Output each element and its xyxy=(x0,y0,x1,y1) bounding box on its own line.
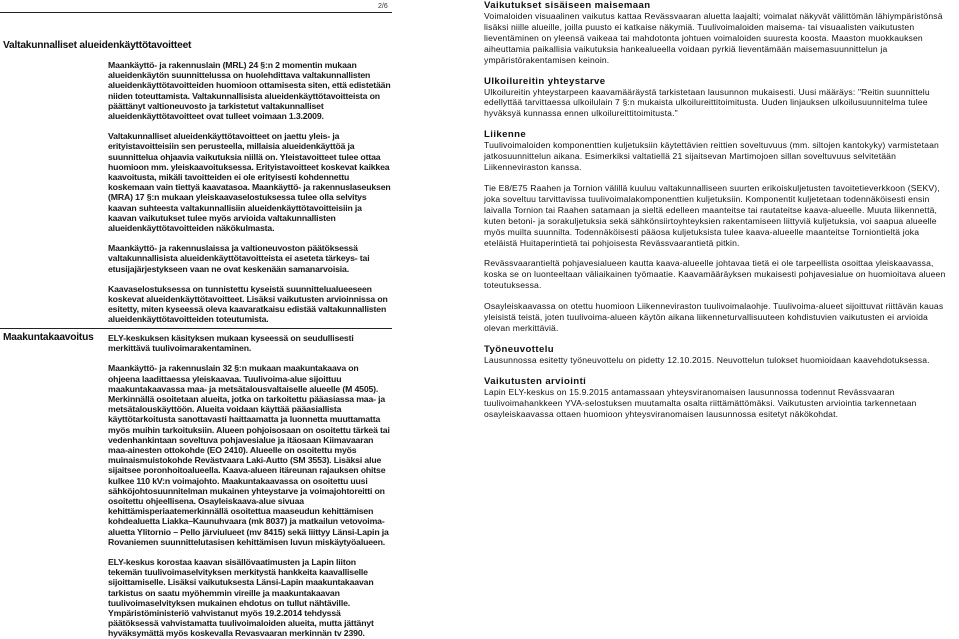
paragraph: Lapin ELY-keskus on 15.9.2015 antamassaan yhteysviranomaisen lausunnossa todennut Revässvaaran tuulivoimahankkeen YVA-selostuksen muutamalta osalta riittämättömäksi. Vaikutusten arviointia tarkennetaan osayleiskaavassa ottaen huomioon yhteysviranomaisen lausunnossa esitetyt näkökohdat. xyxy=(484,386,917,419)
paragraph: Ulkoilureitin yhteystarpeen kaavamääräystä tarkistetaan lausunnon mukaisesti. Uusi määräys: "Reitin suunnittelu edellyttää tarvittaessa ulkoilulain 7 §:n mukaista ulkoilureittitoimitusta. Uuden linjauksen ulkoilusuunnitelma tulee hyväksyä kunnassa ennen ulkoilureittitoimitusta." xyxy=(484,86,930,119)
paragraph: Maankäyttö- ja rakennuslaissa ja valtioneuvoston päätöksessä valtakunnallisista alueidenkäyttötavoitteista ei aseteta tärkeys- tai etusijajärjestykseen vaan ne ovat keskenään samanarvoisia. xyxy=(108,243,370,274)
paragraph: Tie E8/E75 Raahen ja Tornion välillä kuuluu valtakunnalliseen suurten erikoiskuljetusten tavoitetieverkkoon (SEKV), joka soveltuu tarvittavissa tuulivoimalakomponenttien kuljetuksiin. Komponentit kuljetetaan todennäköisesti ensin laivalla Tornion tai Raahen satamaan ja sieltä edelleen maanteitse tai rautateitse kaava-alueelle. Muuta liikennettä, kuten betoni- ja sorakuljetuksia sekä sähkönsiirtoyhteyksien rakentamiseen liittyviä kuljetuksia, voi saapua alueelle myös muilta suunnilta. Todennäköisesti pääosa kuljetuksista tulee kaava-alueelle maanteitse Torniontieltä joka eteläistä Huitaperintietä tai pohjoisesta Revässvaarantietä pitkin. xyxy=(484,182,940,248)
paragraph: Tuulivoimaloiden komponenttien kuljetuksiin käytettävien reittien soveltuvuus (mm. siltojen kantokyky) varmistetaan jatkosuunnittelun aikana. Esimerkiksi valtatiellä 21 sijaitsevan Martimojoen sillan soveltuvuus selvitetään Liikenneviraston kanssa. xyxy=(484,140,939,173)
section-divider xyxy=(0,328,392,329)
heading-vaikutusten-arviointi: Vaikutusten arviointi xyxy=(484,375,587,387)
paragraph: Voimaloiden visuaalinen vaikutus kattaa Revässvaaran aluetta laajalti; voimalat näkyvät välittömän lähiympäristönsä lisäksi niille alueille, joilla puusto ei katkaise näkymiä. Tuulivoimaloiden maisema- tai visuaalisten vaikutusten lieventäminen on yleensä vaikeaa tai mahdotonta johtuen voimaloiden suuresta koosta. Maaston muokkauksen aiheuttamia paikallisia vaikutuksia hankealueella voidaan pyrkiä lieventämään maisemasuunnittelun ja ympäristörakentamisen keinoin. xyxy=(484,11,943,65)
scanned-statement-page xyxy=(0,0,408,639)
heading-ulkoilureitti: Ulkoilureitin yhteystarve xyxy=(484,75,606,87)
paragraph: Maankäyttö- ja rakennuslain 32 §:n mukaan maakuntakaava on ohjeena laadittaessa yleiskaavaa. Tuulivoima-alue sijoittuu maakuntakaavassa maa- ja metsätalousvaltaiselle alueelle (M 4505). Merkinnällä osoitetaan alueita, jotka on tarkoitettu pääasiassa maa- ja metsätalouskäyttöön. Alueita voidaan käyttää pääasiallista käyttötarkoitusta sanottavasti haittaamatta ja luonnetta muuttamatta myös muihin tarkoituksiin. Alueen pohjoisosaan on osoitettu tärkeä tai vedenhankintaan soveltuva pohjavesialue ja itäosaan Kiimavaaran maa-ainesten ottokohde (EO 2410). Alueelle on osoitettu myös muinaismuistokohde Revästvaara Laki-Autto (SM 3553). Lisäksi alue sijaitsee poronhoitoalueella. Kaava-alueen itäreunan rajauksen ohitse kulkee 110 kV:n voimajohto. Maakuntakaavassa on osoitettu uusi sähköjohtosuunnitelman mukainen yhteystarve ja voimajohtoreitti on osoitettu ohjeellisena. Osayleiskaava-alue sivuaa kehittämisperiaatemerkinnällä osoitettua maaseudun kehittämisen kohdealuetta Liakka–Kaunuhvaara (mk 8037) ja matkailun vetovoima-aluetta Ylitornio – Pello järviulueet (mv 8415) sekä liittyy Länsi-Lapin ja Rovaniemen suunnittelutasisen kehittämisen luvun miskäytyöalueen. xyxy=(108,363,390,547)
paragraph: Lausunnossa esitetty työneuvottelu on pidetty 12.10.2015. Neuvottelun tulokset huomioidaan kaavehdotuksessa. xyxy=(484,354,930,365)
heading-sisainen-maisema: Vaikutukset sisäiseen maisemaan xyxy=(484,0,651,11)
paragraph: Valtakunnalliset alueidenkäyttötavoitteet on jaettu yleis- ja erityistavoitteisiin sen perusteella, millaisia alueidenkäyttöä ja suunnittelua ohjaavia vaikutuksia niillä on. Yleistavoitteet tulee ottaa huomioon mm. yleiskaavoituksessa. Erityistavoitteet koskevat kaikkea kaavoitusta, mikäli tavoitteiden ei ole erityisesti kohdennettu koskemaan vain tiettyä kaavatasoa. Maankäyttö- ja rakennuslaseuksen (MRA) 17 §:n mukaan yleiskaavaselostuksessa tulee olla selvitys kaavan suhteesta valtakunnallisiin alueidenkäyttötavoitteisiin ja kaavan vaikutukset tulee myös arvioida valtakunnallisten alueidenkäyttötavoitteiden näkökulmasta. xyxy=(108,131,391,234)
paragraph: ELY-keskus korostaa kaavan sisällövaatimusten ja Lapin liiton tekemän tuulivoimaselvityksen merkitystä hankkeita kaavalliselle sijoittamiselle. Lisäksi vaikutuksesta Länsi-Lapin maakuntakaavan tarkistus on saatu myöhemmin vireille ja maakuntakaavan tuulivoimaselvityksen mukainen ehdotus on tullut nähtäville. Ympäristöministeriö vahvistanut myös 19.2.2014 tehdyssä päätöksessä vahvistamatta tuulivoimaloiden alueita, mutta jättänyt hyväksymättä myös koskevalla Revasvaaran merkinnän tv 2390. xyxy=(108,557,374,639)
heading-tyoneuvottelu: Työneuvottelu xyxy=(484,343,555,355)
section-label-valtakunnalliset: Valtakunnalliset alueidenkäyttötavoitteet xyxy=(3,40,192,51)
top-divider xyxy=(0,12,392,13)
paragraph: Kaavaselostuksessa on tunnistettu kyseistä suunnittelualueeseen koskevat alueidenkäyttötavoitteet. Lisäksi vaikutusten arvioinnissa on esitetty, miten kyseessä oleva kaavaratkaisu edistää valtakunnallisten alueidenkäyttötavoitteiden toteutumista. xyxy=(108,283,388,325)
section-label-maakuntakaavoitus: Maakuntakaavoitus xyxy=(3,332,94,343)
section-body-maakuntakaavoitus xyxy=(108,333,392,639)
paragraph: Maankäyttö- ja rakennuslain (MRL) 24 §:n 2 momentin mukaan alueidenkäytön suunnittelussa on huolehdittava valtakunnallisten alueidenkäyttötavoitteiden huomioon ottamisesta siten, että edistetään niiden toteuttamista. Valtakunnallisista alueidenkäyttötavoitteista on päättänyt valtioneuvosto ja tarkistetut valtakunnalliset alueidenkäyttötavoitteet ovat tulleet voimaan 1.3.2009. xyxy=(108,60,391,122)
response-column xyxy=(484,0,954,599)
heading-liikenne: Liikenne xyxy=(484,129,527,141)
section-body-valtakunnalliset xyxy=(108,60,392,325)
paragraph: Revässvaarantieltä pohjavesialueen kautta kaava-alueelle johtavaa tietä ei ole tarpeellista osoittaa yleiskaavassa, koska se on luonteeltaan väliaikainen työmaatie. Kaavamääräyksen mukaisesti pohjavesialue on huomioitava alueen toteutuksessa. xyxy=(484,258,946,291)
page-number: 2/6 xyxy=(378,3,388,10)
paragraph: ELY-keskuksen käsityksen mukaan kyseessä on seudullisesti merkittävä tuulivoimarakentaminen. xyxy=(108,333,354,354)
paragraph: Osayleiskaavassa on otettu huomioon Liikenneviraston tuulivoimalaohje. Tuulivoima-alueet sijoittuvat riittävän kauas yleisistä teistä, joten tuulivoima-alueen käytön aikana liikenneturvallisuuteen kohdistuvien vaikutusten ei arvioida olevan merkittäviä. xyxy=(484,301,944,333)
